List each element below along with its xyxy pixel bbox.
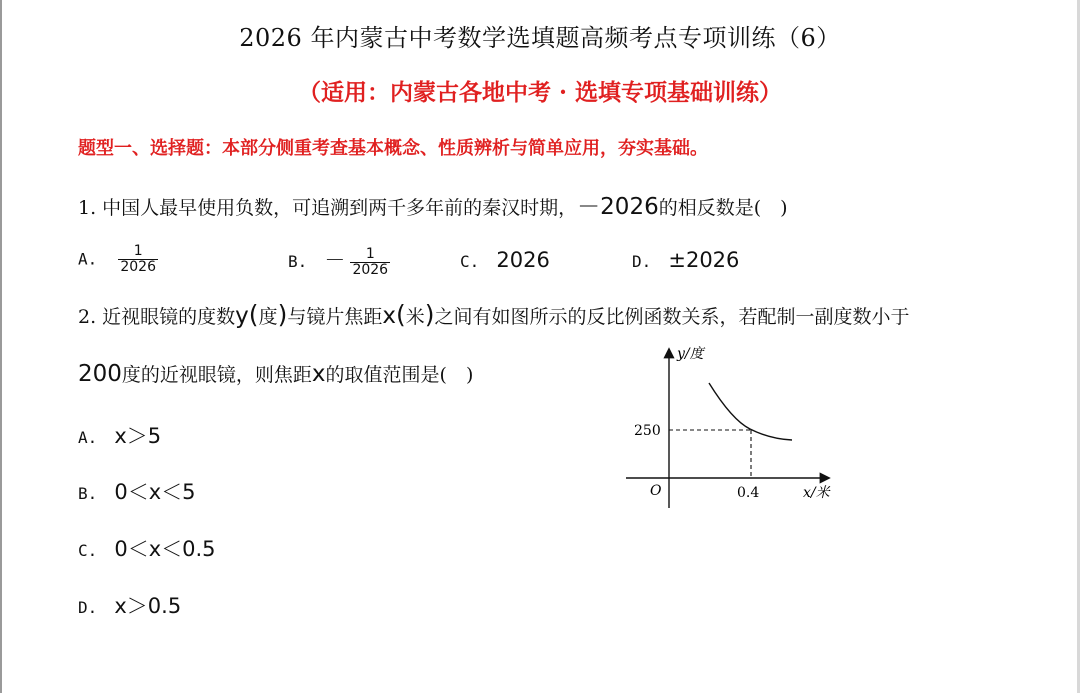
question-2-stem-line2 — [78, 360, 473, 387]
q2-text-c: 之间有如图所示的反比例函数关系，若配制一副度数小于 — [434, 306, 910, 328]
option-letter: A. — [78, 428, 98, 447]
q1-option-a[interactable] — [78, 244, 158, 276]
paren-open: ( — [395, 300, 406, 329]
inverse-proportion-graph — [620, 340, 860, 510]
option-letter: B. — [78, 484, 98, 503]
q2-text-a: 2. 近视眼镜的度数 — [78, 306, 236, 328]
q1-option-b[interactable] — [288, 244, 390, 278]
q1-stem-text: 1. 中国人最早使用负数，可追溯到两千多年前的秦汉时期， — [78, 197, 578, 219]
origin-label: O — [650, 483, 662, 499]
q1-option-c[interactable] — [460, 248, 550, 272]
q2-option-d[interactable] — [78, 590, 181, 620]
paren-close: ) — [277, 300, 288, 329]
numerator: 1 — [350, 247, 390, 263]
option-letter: C. — [460, 252, 480, 271]
option-letter: A. — [78, 249, 98, 269]
q1-stem-value: －2026 — [577, 194, 659, 220]
q2-text-b: 与镜片焦距 — [287, 306, 383, 328]
option-value: 0＜x＜5 — [114, 480, 196, 504]
denominator: 2026 — [352, 262, 389, 278]
q2-option-c[interactable] — [78, 533, 216, 563]
q2-text-line2a: 度的近视眼镜，则焦距 — [121, 364, 312, 386]
option-letter: D. — [78, 598, 98, 617]
q2-value-200: 200 — [78, 361, 122, 387]
option-letter: D. — [632, 252, 652, 271]
option-value: 2026 — [496, 248, 550, 272]
q2-var-y: y — [235, 303, 249, 329]
q2-option-a[interactable] — [78, 420, 161, 450]
q2-var-x2: x — [311, 361, 326, 387]
q1-stem-tail: 的相反数是( ) — [658, 197, 788, 219]
y-tick-label: 250 — [634, 423, 661, 439]
option-value: x＞5 — [114, 424, 162, 448]
fraction — [118, 244, 158, 276]
x-tick-label: 0.4 — [737, 485, 760, 501]
document-title: 2026 年内蒙古中考数学选填题高频考点专项训练（6） — [239, 24, 841, 52]
q1-option-d[interactable] — [632, 248, 739, 272]
numerator: 1 — [118, 244, 158, 260]
q2-option-b[interactable] — [78, 476, 196, 506]
minus-sign: － — [324, 248, 346, 272]
q2-unit-x: 米 — [405, 306, 425, 328]
question-2-stem-line1 — [78, 300, 910, 329]
option-value: 0＜x＜0.5 — [114, 537, 216, 561]
y-axis-label: y/度 — [677, 346, 704, 362]
section-heading: 题型一、选择题：本部分侧重考查基本概念、性质辨析与简单应用，夯实基础。 — [78, 138, 708, 159]
fraction — [350, 247, 390, 279]
option-letter: B. — [288, 252, 308, 271]
option-value: x＞0.5 — [114, 594, 182, 618]
option-letter: C. — [78, 541, 98, 560]
paren-open: ( — [248, 300, 259, 329]
q2-unit-y: 度 — [258, 306, 278, 328]
document-subtitle: （适用：内蒙古各地中考 · 选填专项基础训练） — [297, 79, 783, 106]
option-value: ±2026 — [668, 248, 740, 272]
question-1-stem — [78, 188, 788, 221]
x-axis-label: x/米 — [803, 485, 830, 501]
q2-var-x: x — [382, 303, 396, 329]
denominator: 2026 — [120, 259, 156, 276]
paren-close: ) — [424, 300, 435, 329]
q2-text-line2b: 的取值范围是( ) — [325, 364, 474, 386]
